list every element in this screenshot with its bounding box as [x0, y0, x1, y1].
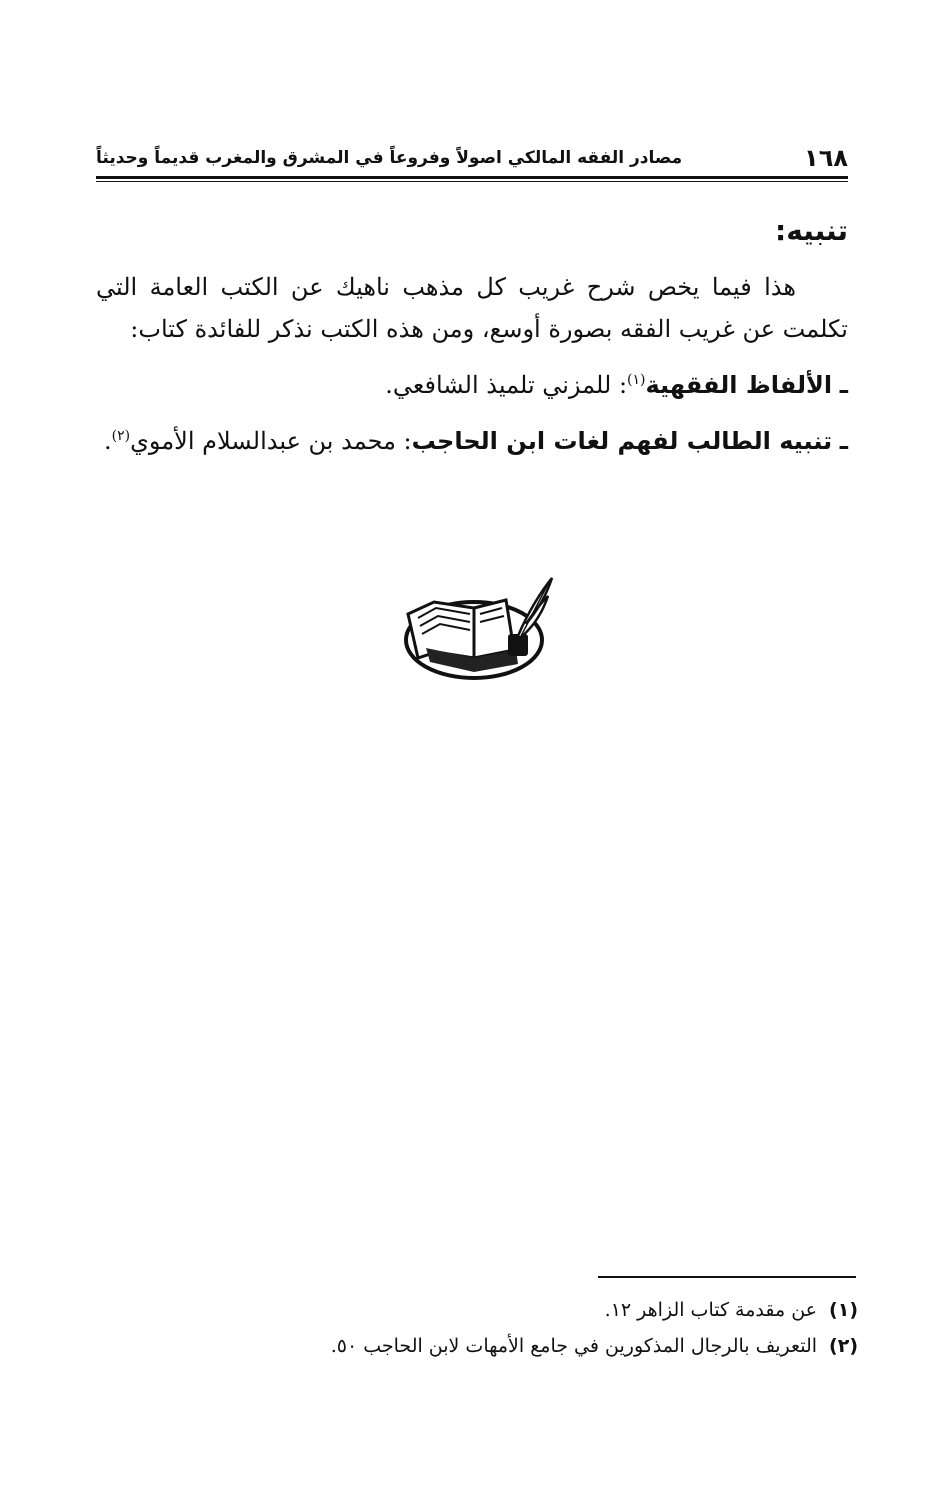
intro-paragraph — [96, 266, 848, 350]
footnote-text: عن مقدمة كتاب الزاهر ١٢. — [604, 1299, 818, 1321]
footnote-number: (٢) — [829, 1335, 858, 1357]
entry-title: الألفاظ الفقهية — [645, 371, 833, 399]
entry-dash: ـ — [839, 427, 848, 455]
section-heading: تنبيه: — [775, 214, 848, 247]
book-entry — [96, 420, 848, 462]
entry-title: تنبيه الطالب لفهم لغات ابن الحاجب — [411, 427, 833, 455]
intro-paragraph-text: هذا فيما يخص شرح غريب كل مذهب ناهيك عن الكتب العامة التي تكلمت عن غريب الفقه بصورة أوسع، ومن هذه الكتب نذكر للفائدة كتاب: — [96, 273, 848, 343]
footnote-number: (١) — [829, 1299, 858, 1321]
header-rule-thin — [96, 181, 848, 182]
footnotes — [158, 1292, 858, 1364]
entry-text-end: . — [104, 427, 112, 455]
page-number: ١٦٨ — [804, 144, 848, 172]
footnote-ref: (١) — [627, 372, 646, 388]
book-quill-icon — [396, 572, 556, 682]
running-header — [96, 140, 848, 176]
footnote-text: التعريف بالرجال المذكورين في جامع الأمهات لابن الحاجب ٥٠. — [330, 1335, 818, 1357]
footnote — [158, 1292, 858, 1328]
footnote-separator — [598, 1276, 856, 1278]
footnote-ref: (٢) — [111, 428, 131, 444]
entry-dash: ـ — [839, 371, 848, 399]
entry-text: : للمزني تلميذ الشافعي. — [385, 371, 628, 399]
footnote — [158, 1328, 858, 1364]
header-rule-thick — [96, 176, 848, 179]
entry-text: : محمد بن عبدالسلام الأموي — [130, 427, 412, 455]
book-entry — [96, 364, 848, 406]
main-content — [96, 210, 848, 462]
running-title: مصادر الفقه المالكي اصولاً وفروعاً في المشرق والمغرب قديماً وحديثاً — [96, 148, 683, 168]
